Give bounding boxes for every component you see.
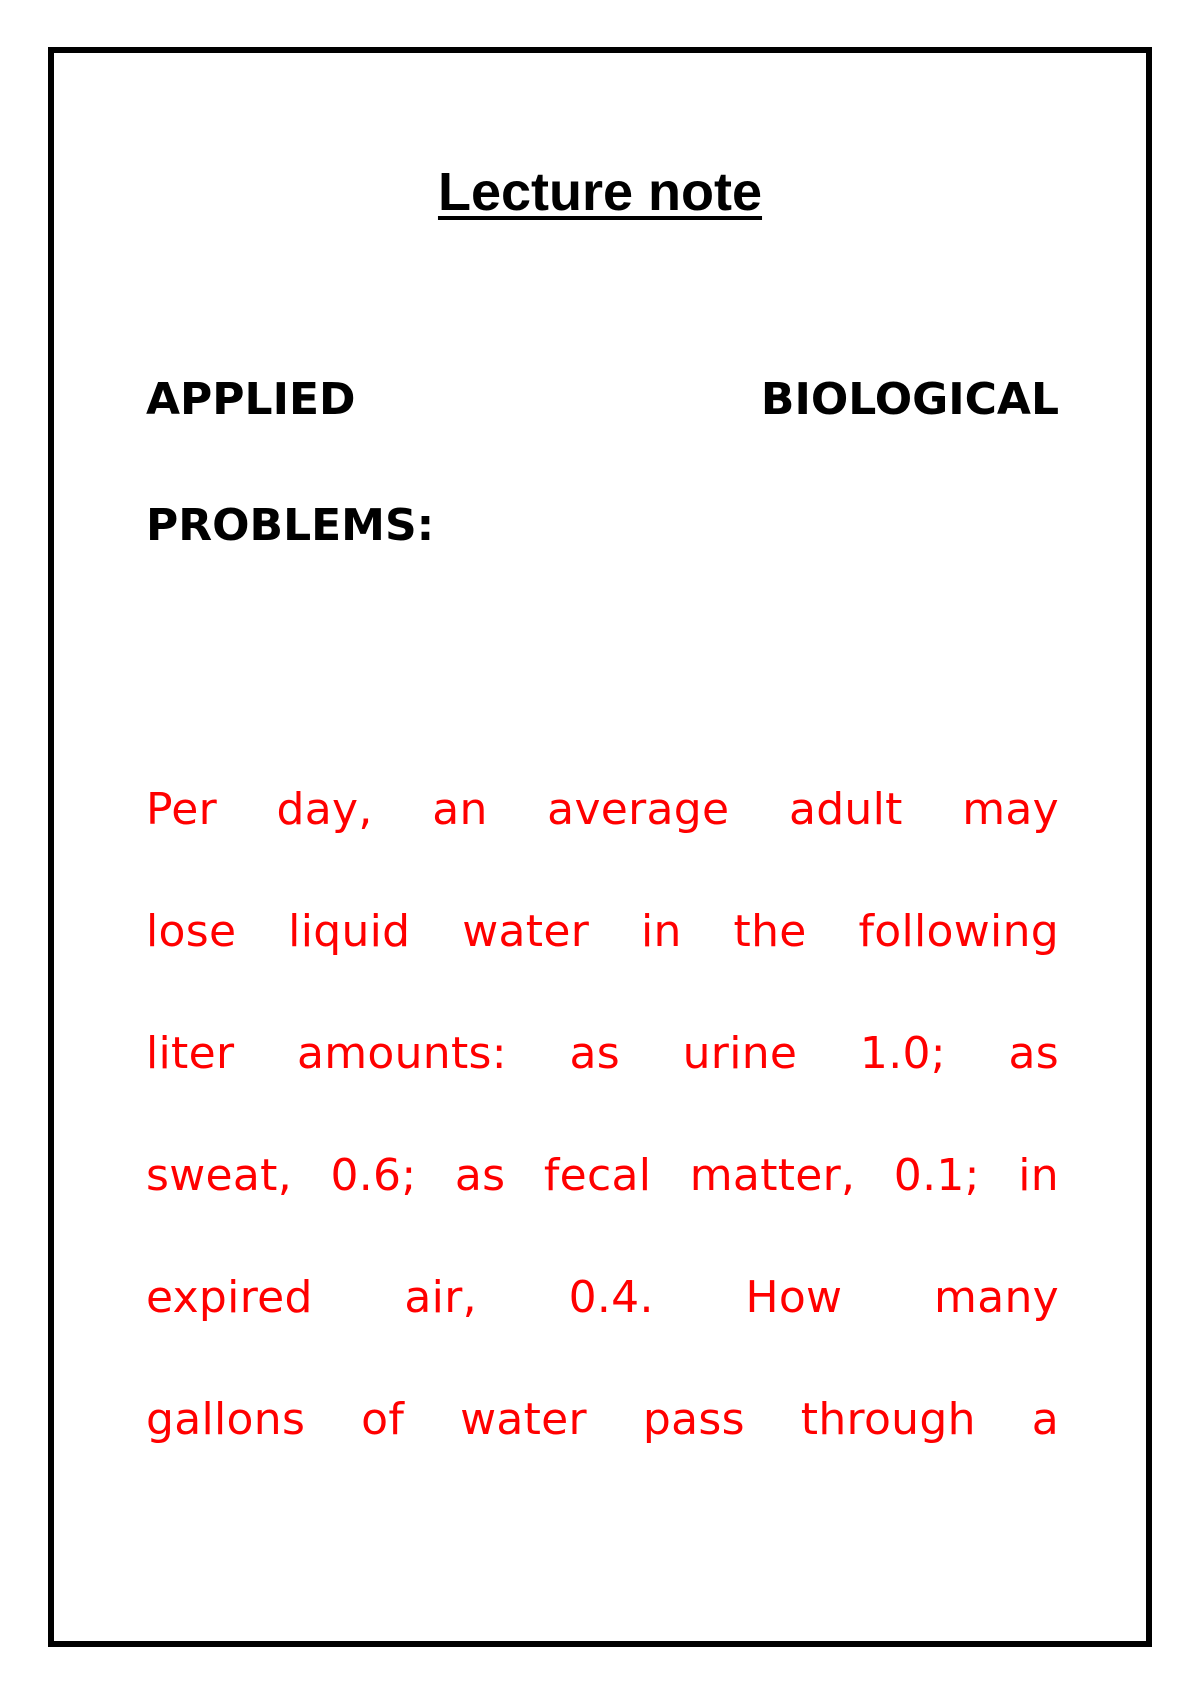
heading-line-2: PROBLEMS:: [146, 500, 435, 551]
document-title: [0, 160, 1200, 224]
paragraph-line-5: expired air, 0.4. How many: [146, 1272, 1059, 1323]
paragraph-line-2: lose liquid water in the following: [146, 906, 1059, 957]
paragraph-line-3: liter amounts: as urine 1.0; as: [146, 1028, 1059, 1079]
paragraph-line-6: gallons of water pass through a: [146, 1394, 1059, 1445]
title-text: Lecture note: [437, 162, 763, 222]
paragraph-line-4: sweat, 0.6; as fecal matter, 0.1; in: [146, 1150, 1059, 1201]
heading-line-1: APPLIED BIOLOGICAL: [146, 374, 1059, 425]
paragraph-line-1: Per day, an average adult may: [146, 784, 1059, 835]
